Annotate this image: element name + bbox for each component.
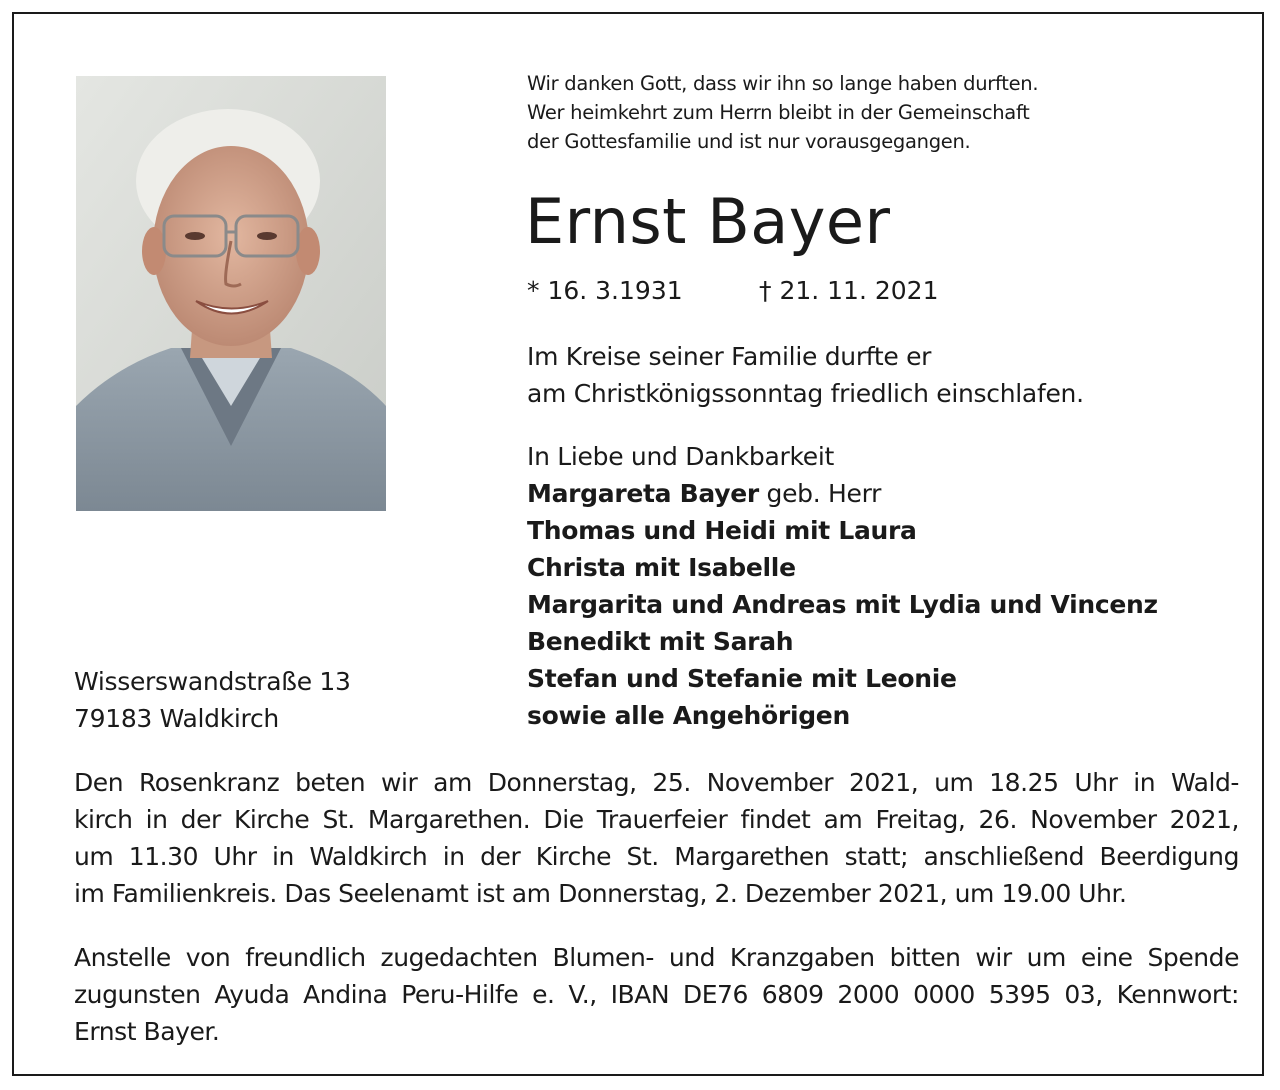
birth-date: * 16. 3.1931: [527, 276, 683, 305]
donation-line: zugunsten Ayuda Andina Peru-Hilfe e. V., IBAN DE76 6809 2000 0000 5395 03, Kennwort:: [74, 980, 1239, 1009]
verse-line: Wir danken Gott, dass wir ihn so lange haben durften.: [527, 72, 1039, 95]
widow-name: Margareta Bayer: [527, 479, 759, 508]
family-entry: Thomas und Heidi mit Laura: [527, 516, 917, 545]
life-dates: [527, 274, 939, 308]
family-entry: Stefan und Stefanie mit Leonie: [527, 664, 957, 693]
deceased-name: Ernst Bayer: [525, 185, 891, 258]
services-line: Den Rosenkranz beten wir am Donnerstag, 25. November 2021, um 18.25 Uhr in Wald-: [74, 768, 1239, 797]
services-line: um 11.30 Uhr in Waldkirch in der Kirche St. Margarethen statt; anschließend Beerdigung: [74, 842, 1239, 871]
family-entry: Margarita und Andreas mit Lydia und Vincenz: [527, 590, 1158, 619]
portrait-photo: [76, 76, 386, 511]
family-address: [74, 663, 351, 737]
family-entry: Benedikt mit Sarah: [527, 627, 794, 656]
passing-statement: [527, 338, 1084, 412]
donation-line: Ernst Bayer.: [74, 1017, 220, 1046]
memorial-verse: [527, 69, 1227, 156]
widow-maiden-name: geb. Herr: [758, 479, 882, 508]
family-entry: sowie alle Angehörigen: [527, 701, 850, 730]
passing-line: Im Kreise seiner Familie durfte er: [527, 342, 932, 371]
mourners-list: [527, 438, 1158, 734]
services-line: kirch in der Kirche St. Margarethen. Die Trauerfeier findet am Freitag, 26. November 2021,: [74, 805, 1239, 834]
mourners-intro: In Liebe und Dankbarkeit: [527, 442, 834, 471]
services-line: im Familienkreis. Das Seelenamt ist am Donnerstag, 2. Dezember 2021, um 19.00 Uhr.: [74, 879, 1127, 908]
verse-line: Wer heimkehrt zum Herrn bleibt in der Gemeinschaft: [527, 101, 1030, 124]
address-city: 79183 Waldkirch: [74, 704, 279, 733]
passing-line: am Christkönigssonntag friedlich einschlafen.: [527, 379, 1084, 408]
donation-paragraph: [74, 939, 1239, 1050]
family-entry: Christa mit Isabelle: [527, 553, 796, 582]
services-paragraph: [74, 764, 1239, 912]
obituary-frame: [12, 12, 1264, 1076]
verse-line: der Gottesfamilie und ist nur vorausgegangen.: [527, 130, 971, 153]
address-street: Wisserswandstraße 13: [74, 667, 351, 696]
widow-entry: [527, 475, 1158, 512]
donation-line: Anstelle von freundlich zugedachten Blumen- und Kranzgaben bitten wir um eine Spende: [74, 943, 1239, 972]
death-date: † 21. 11. 2021: [759, 276, 939, 305]
